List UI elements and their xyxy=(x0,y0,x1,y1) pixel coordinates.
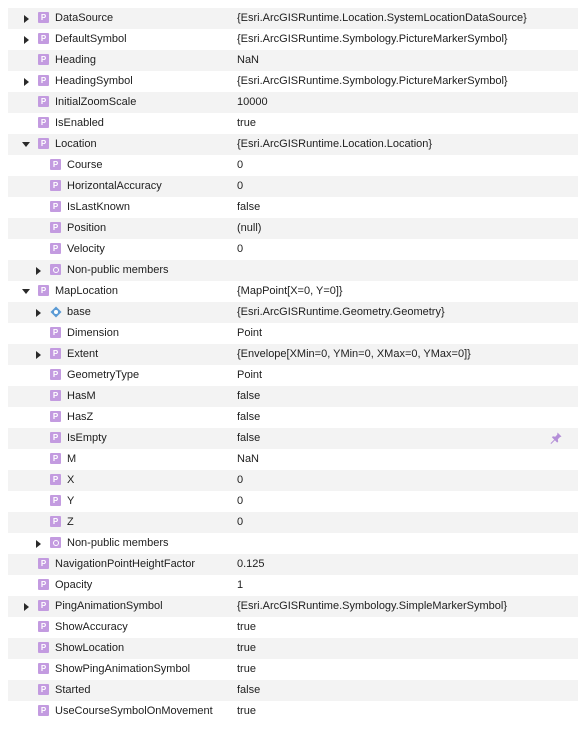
property-name: Course xyxy=(67,159,103,171)
property-name: ShowLocation xyxy=(55,642,125,654)
property-value[interactable]: 0 xyxy=(237,516,244,528)
property-name: GeometryType xyxy=(67,369,140,381)
watch-row[interactable] xyxy=(0,260,578,281)
row-gutter xyxy=(0,218,8,239)
row-gutter xyxy=(0,155,8,176)
property-icon: P xyxy=(38,663,49,674)
pin-icon[interactable] xyxy=(549,431,563,445)
property-name: IsLastKnown xyxy=(67,201,130,213)
watch-row[interactable] xyxy=(0,617,578,638)
row-gutter xyxy=(0,701,8,722)
watch-row[interactable] xyxy=(0,680,578,701)
property-value[interactable]: true xyxy=(237,642,256,654)
property-icon: P xyxy=(38,75,49,86)
property-value[interactable]: 0 xyxy=(237,180,244,192)
property-icon: P xyxy=(38,285,49,296)
watch-row[interactable] xyxy=(0,155,578,176)
watch-row[interactable] xyxy=(0,470,578,491)
property-icon: P xyxy=(50,327,61,338)
property-icon: P xyxy=(38,12,49,23)
watch-row[interactable] xyxy=(0,239,578,260)
property-value[interactable]: Point xyxy=(237,369,263,381)
property-name: MapLocation xyxy=(55,285,118,297)
property-icon: P xyxy=(38,579,49,590)
row-gutter xyxy=(0,407,8,428)
row-gutter xyxy=(0,281,8,302)
property-icon: P xyxy=(38,558,49,569)
property-icon: P xyxy=(38,705,49,716)
watch-row[interactable] xyxy=(0,365,578,386)
expand-right-arrow-icon[interactable] xyxy=(21,71,31,92)
property-name: Location xyxy=(55,138,97,150)
row-gutter xyxy=(0,323,8,344)
watch-row[interactable] xyxy=(0,176,578,197)
property-name: PingAnimationSymbol xyxy=(55,600,163,612)
row-gutter xyxy=(0,71,8,92)
watch-row[interactable] xyxy=(0,281,578,302)
property-value[interactable]: {Envelope[XMin=0, YMin=0, XMax=0, YMax=0]} xyxy=(237,348,471,360)
property-icon: P xyxy=(50,495,61,506)
property-value[interactable]: {Esri.ArcGISRuntime.Symbology.SimpleMarkerSymbol} xyxy=(237,600,507,612)
property-icon: P xyxy=(38,33,49,44)
watch-row[interactable] xyxy=(0,407,578,428)
property-value[interactable]: false xyxy=(237,684,261,696)
watch-row[interactable] xyxy=(0,575,578,596)
property-name: NavigationPointHeightFactor xyxy=(55,558,196,570)
property-name: base xyxy=(67,306,91,318)
property-value[interactable]: 0 xyxy=(237,159,244,171)
property-value[interactable]: (null) xyxy=(237,222,262,234)
property-icon: P xyxy=(38,54,49,65)
property-value[interactable]: true xyxy=(237,705,256,717)
property-value[interactable]: 0 xyxy=(237,474,244,486)
watch-row[interactable] xyxy=(0,701,578,722)
watch-row[interactable] xyxy=(0,596,578,617)
row-gutter xyxy=(0,680,8,701)
row-gutter xyxy=(0,29,8,50)
row-gutter xyxy=(0,365,8,386)
property-icon: P xyxy=(38,642,49,653)
row-gutter xyxy=(0,575,8,596)
row-gutter xyxy=(0,659,8,680)
row-gutter xyxy=(0,92,8,113)
property-name: Velocity xyxy=(67,243,105,255)
property-icon: P xyxy=(50,432,61,443)
row-gutter xyxy=(0,386,8,407)
property-icon: P xyxy=(38,117,49,128)
property-name: X xyxy=(67,474,75,486)
property-icon: P xyxy=(50,222,61,233)
property-icon: P xyxy=(50,201,61,212)
row-gutter xyxy=(0,638,8,659)
property-name: Started xyxy=(55,684,91,696)
row-gutter xyxy=(0,8,8,29)
property-icon: P xyxy=(38,96,49,107)
expand-right-arrow-icon[interactable] xyxy=(21,29,31,50)
row-gutter xyxy=(0,470,8,491)
watch-row[interactable] xyxy=(0,659,578,680)
expand-down-arrow-icon[interactable] xyxy=(21,134,31,155)
watch-row[interactable] xyxy=(0,449,578,470)
row-gutter xyxy=(0,344,8,365)
watch-row[interactable] xyxy=(0,554,578,575)
property-value[interactable]: false xyxy=(237,201,261,213)
property-name: Heading xyxy=(55,54,96,66)
row-gutter xyxy=(0,50,8,71)
watch-row[interactable] xyxy=(0,533,578,554)
property-name: HasM xyxy=(67,390,96,402)
property-icon: P xyxy=(50,369,61,380)
watch-row[interactable] xyxy=(0,638,578,659)
watch-row[interactable] xyxy=(0,71,578,92)
property-value[interactable]: {Esri.ArcGISRuntime.Symbology.PictureMarkerSymbol} xyxy=(237,75,508,87)
property-value[interactable]: 1 xyxy=(237,579,244,591)
row-gutter xyxy=(0,428,8,449)
property-name: M xyxy=(67,453,77,465)
watch-row[interactable] xyxy=(0,8,578,29)
watch-row[interactable] xyxy=(0,344,578,365)
property-icon: P xyxy=(50,411,61,422)
property-icon: P xyxy=(50,180,61,191)
watch-row[interactable] xyxy=(0,134,578,155)
property-name: IsEnabled xyxy=(55,117,104,129)
property-name: Position xyxy=(67,222,107,234)
watch-row[interactable] xyxy=(0,50,578,71)
expand-right-arrow-icon[interactable] xyxy=(21,596,31,617)
row-gutter xyxy=(0,113,8,134)
property-name: Opacity xyxy=(55,579,93,591)
expand-right-arrow-icon[interactable] xyxy=(33,302,43,323)
watch-row[interactable] xyxy=(0,29,578,50)
property-icon: P xyxy=(38,138,49,149)
row-gutter xyxy=(0,302,8,323)
watch-row[interactable] xyxy=(0,512,578,533)
property-name: InitialZoomScale xyxy=(55,96,137,108)
property-icon: P xyxy=(50,474,61,485)
property-icon: P xyxy=(38,684,49,695)
property-value[interactable]: NaN xyxy=(237,453,260,465)
property-name: HasZ xyxy=(67,411,94,423)
property-value[interactable]: NaN xyxy=(237,54,260,66)
property-name: Dimension xyxy=(67,327,119,339)
property-name: HorizontalAccuracy xyxy=(67,180,162,192)
property-icon: P xyxy=(50,159,61,170)
property-value[interactable]: 0.125 xyxy=(237,558,265,570)
row-gutter xyxy=(0,260,8,281)
property-name: DataSource xyxy=(55,12,114,24)
property-value[interactable]: true xyxy=(237,663,256,675)
property-name: UseCourseSymbolOnMovement xyxy=(55,705,213,717)
property-icon: P xyxy=(50,516,61,527)
expand-right-arrow-icon[interactable] xyxy=(33,533,43,554)
property-name: Extent xyxy=(67,348,99,360)
row-gutter xyxy=(0,617,8,638)
property-value[interactable]: 10000 xyxy=(237,96,268,108)
property-value[interactable]: {Esri.ArcGISRuntime.Geometry.Geometry} xyxy=(237,306,445,318)
property-value[interactable]: {Esri.ArcGISRuntime.Symbology.PictureMarkerSymbol} xyxy=(237,33,508,45)
watch-grid xyxy=(0,8,578,722)
expand-down-arrow-icon[interactable] xyxy=(21,281,31,302)
watch-row[interactable] xyxy=(0,113,578,134)
property-value[interactable]: 0 xyxy=(237,495,244,507)
row-gutter xyxy=(0,533,8,554)
row-gutter xyxy=(0,134,8,155)
property-value[interactable]: false xyxy=(237,411,261,423)
property-value[interactable]: Point xyxy=(237,327,263,339)
row-gutter xyxy=(0,176,8,197)
row-gutter xyxy=(0,596,8,617)
property-name: ShowPingAnimationSymbol xyxy=(55,663,191,675)
property-name: Y xyxy=(67,495,75,507)
property-name: DefaultSymbol xyxy=(55,33,127,45)
row-gutter xyxy=(0,449,8,470)
row-gutter xyxy=(0,239,8,260)
property-icon: P xyxy=(50,453,61,464)
property-name: IsEmpty xyxy=(67,432,107,444)
watch-row[interactable] xyxy=(0,92,578,113)
watch-row[interactable] xyxy=(0,302,578,323)
row-gutter xyxy=(0,512,8,533)
property-value[interactable]: 0 xyxy=(237,243,244,255)
watch-row[interactable] xyxy=(0,386,578,407)
property-value[interactable]: true xyxy=(237,621,256,633)
non-public-members-icon xyxy=(50,264,61,275)
property-value[interactable]: false xyxy=(237,432,261,444)
row-gutter xyxy=(0,491,8,512)
expand-right-arrow-icon[interactable] xyxy=(33,260,43,281)
watch-row[interactable] xyxy=(0,428,578,449)
row-gutter xyxy=(0,197,8,218)
property-name: Non-public members xyxy=(67,264,169,276)
property-name: HeadingSymbol xyxy=(55,75,133,87)
property-value[interactable]: {Esri.ArcGISRuntime.Location.Location} xyxy=(237,138,433,150)
property-value[interactable]: {MapPoint[X=0, Y=0]} xyxy=(237,285,343,297)
property-icon: P xyxy=(50,348,61,359)
property-value[interactable]: {Esri.ArcGISRuntime.Location.SystemLocationDataSource} xyxy=(237,12,527,24)
non-public-members-icon xyxy=(50,537,61,548)
property-value[interactable]: false xyxy=(237,390,261,402)
property-name: Non-public members xyxy=(67,537,169,549)
property-icon: P xyxy=(50,390,61,401)
expand-right-arrow-icon[interactable] xyxy=(33,344,43,365)
watch-row[interactable] xyxy=(0,491,578,512)
watch-row[interactable] xyxy=(0,197,578,218)
expand-right-arrow-icon[interactable] xyxy=(21,8,31,29)
watch-row[interactable] xyxy=(0,323,578,344)
property-value[interactable]: true xyxy=(237,117,256,129)
property-icon: P xyxy=(38,600,49,611)
row-gutter xyxy=(0,554,8,575)
property-icon: P xyxy=(50,243,61,254)
property-name: Z xyxy=(67,516,74,528)
watch-row[interactable] xyxy=(0,218,578,239)
property-icon: P xyxy=(38,621,49,632)
property-name: ShowAccuracy xyxy=(55,621,128,633)
base-class-icon xyxy=(50,306,62,318)
